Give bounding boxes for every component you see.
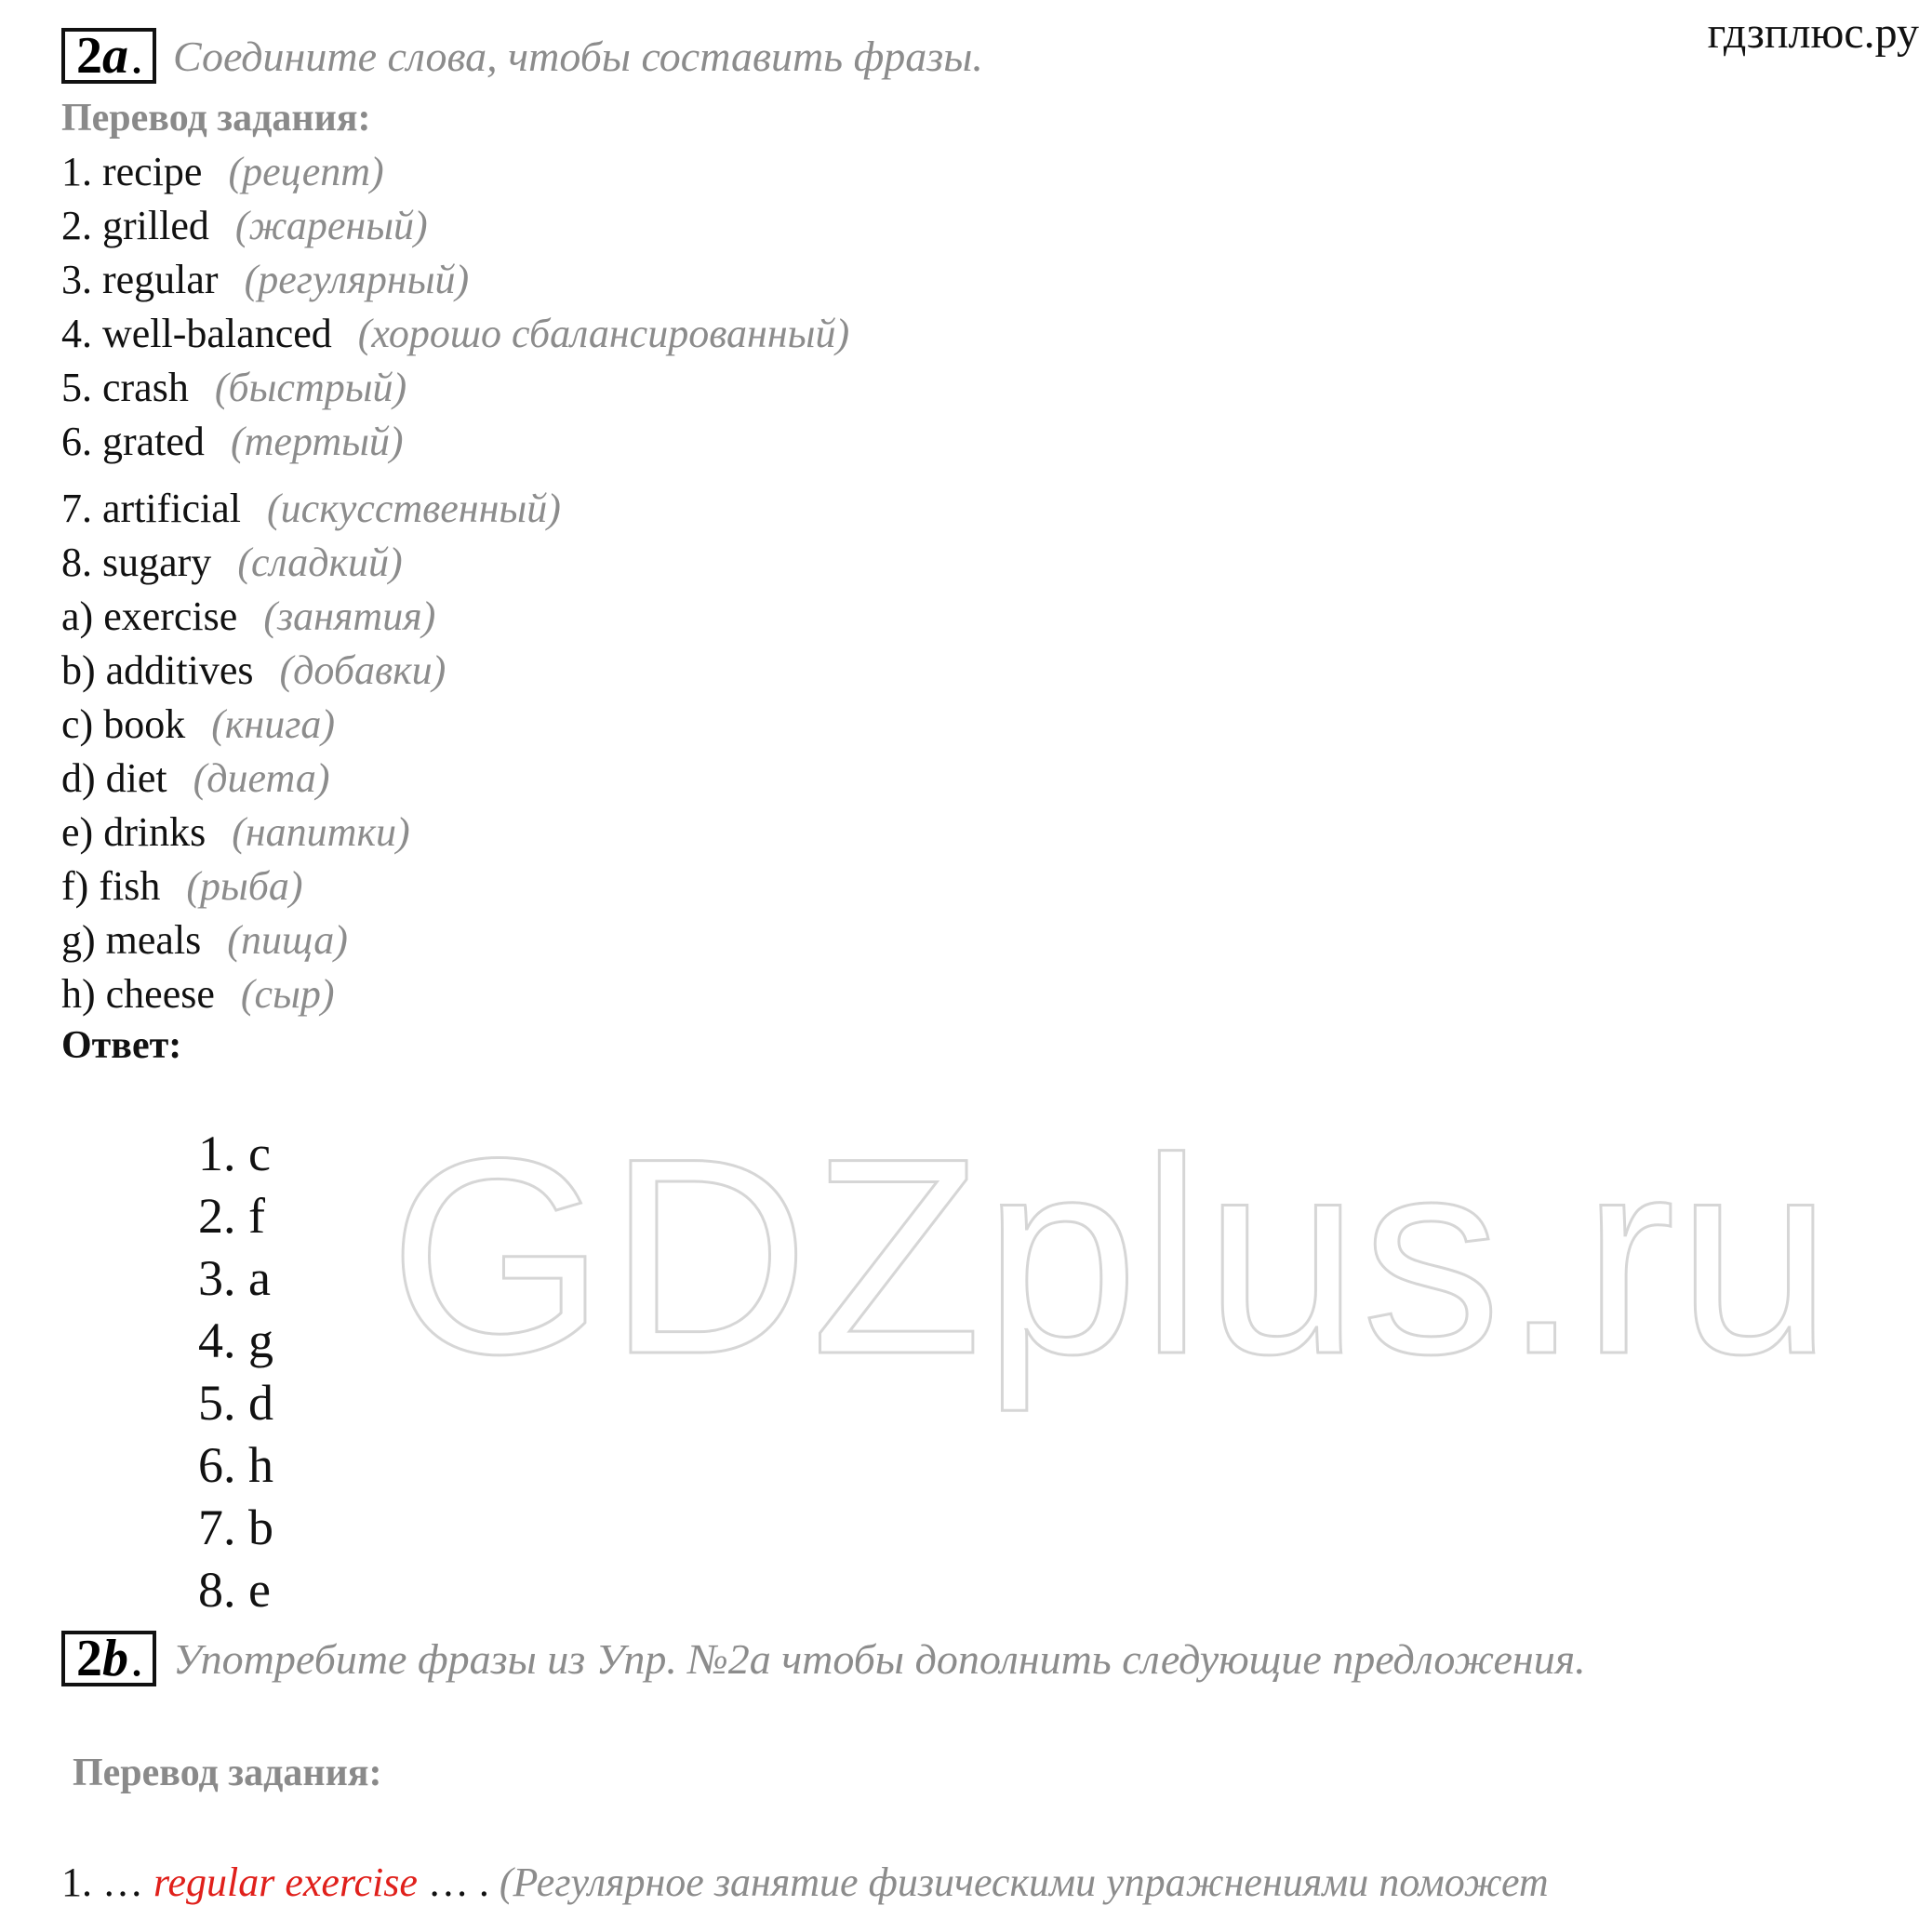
english-word: recipe (102, 149, 203, 194)
list-item (61, 415, 849, 469)
russian-translation: (книга) (211, 701, 336, 747)
english-word: drinks (103, 809, 207, 855)
answer-letter: c (248, 1126, 271, 1181)
russian-translation: (сладкий) (237, 540, 403, 585)
item-marker: c) (61, 701, 94, 747)
answer-letter: g (248, 1313, 273, 1368)
english-word: book (103, 701, 186, 747)
answer-letter: e (248, 1562, 271, 1618)
answer-number: 3. (198, 1250, 236, 1306)
example-translation: (Регулярное занятие физическими упражнениями поможет (499, 1859, 1549, 1905)
list-item (61, 967, 849, 1021)
item-marker: b) (61, 647, 96, 693)
answer-number: 8. (198, 1562, 236, 1618)
task-number: 2 (76, 1630, 102, 1687)
answer-item (198, 1497, 273, 1559)
russian-translation: (жареный) (234, 203, 428, 248)
english-word: artificial (102, 486, 242, 531)
task-letter: a (102, 27, 128, 85)
task-dot: . (130, 27, 143, 85)
task-2a-number-box (61, 28, 156, 84)
answer-list (198, 1123, 273, 1621)
list-item (61, 806, 849, 860)
russian-translation: (регулярный) (244, 257, 470, 302)
task-dot: . (130, 1630, 143, 1687)
list-item (61, 698, 849, 752)
example-prefix: 1. … (61, 1859, 153, 1905)
russian-translation: (хорошо сбалансированный) (357, 311, 850, 356)
watermark: GDZplus.ru (389, 1100, 1834, 1412)
english-word: well-balanced (102, 311, 332, 356)
english-word: diet (105, 755, 167, 801)
example-middle: … . (417, 1859, 500, 1905)
answer-letter: h (248, 1437, 273, 1493)
english-word: crash (102, 365, 189, 410)
item-marker: 3. (61, 257, 92, 302)
task-letter: b (102, 1630, 128, 1687)
answer-item (198, 1123, 273, 1185)
answer-letter: f (248, 1188, 265, 1244)
russian-translation: (сыр) (240, 971, 335, 1017)
english-word: regular (102, 257, 219, 302)
item-marker: 4. (61, 311, 92, 356)
english-word: sugary (102, 540, 212, 585)
translation-heading-b: Перевод задания: (73, 1752, 382, 1794)
english-word: additives (105, 647, 254, 693)
list-item (61, 307, 849, 361)
answer-letter: d (248, 1375, 273, 1431)
russian-translation: (пища) (227, 917, 348, 963)
answer-item (198, 1247, 273, 1310)
task-number: 2 (76, 27, 102, 85)
russian-translation: (рыба) (186, 863, 303, 909)
task-2b-instruction: Употребите фразы из Упр. №2а чтобы дополнить следующие предложения. (173, 1634, 1586, 1683)
site-label: гдзплюс.ру (1707, 8, 1919, 58)
answer-number: 6. (198, 1437, 236, 1493)
item-marker: 5. (61, 365, 92, 410)
english-word: exercise (103, 593, 238, 639)
item-marker: 6. (61, 419, 92, 464)
list-item (61, 860, 849, 913)
russian-translation: (добавки) (279, 647, 446, 693)
answer-item (198, 1372, 273, 1434)
item-marker: 2. (61, 203, 92, 248)
example-sentence (61, 1859, 1549, 1906)
item-marker: 1. (61, 149, 92, 194)
russian-translation: (искусственный) (267, 486, 561, 531)
answer-number: 5. (198, 1375, 236, 1431)
english-word: fish (99, 863, 161, 909)
list-item (61, 361, 849, 415)
russian-translation: (диета) (193, 755, 330, 801)
russian-translation: (рецепт) (228, 149, 384, 194)
list-item (61, 752, 849, 806)
list-item (61, 644, 849, 698)
answer-number: 7. (198, 1499, 236, 1555)
task-2a-header (61, 28, 983, 84)
list-item (61, 253, 849, 307)
answer-letter: a (248, 1250, 271, 1306)
answer-item (198, 1310, 273, 1372)
russian-translation: (тертый) (230, 419, 404, 464)
item-marker: 8. (61, 540, 92, 585)
translation-heading: Перевод задания: (61, 97, 371, 140)
answer-letter: b (248, 1499, 273, 1555)
russian-translation: (занятия) (263, 593, 436, 639)
item-marker: 7. (61, 486, 92, 531)
item-marker: g) (61, 917, 96, 963)
answer-number: 1. (198, 1126, 236, 1181)
english-word: grated (102, 419, 205, 464)
example-phrase: regular exercise (153, 1859, 418, 1905)
russian-translation: (напитки) (232, 809, 410, 855)
item-marker: d) (61, 755, 96, 801)
english-word: grilled (102, 203, 209, 248)
russian-translation: (быстрый) (214, 365, 407, 410)
answer-number: 4. (198, 1313, 236, 1368)
list-item (61, 145, 849, 199)
english-word: cheese (105, 971, 215, 1017)
answer-item (198, 1434, 273, 1497)
vocab-list (61, 145, 849, 1021)
list-item (61, 536, 849, 590)
task-2b-number-box (61, 1631, 156, 1686)
answer-item (198, 1559, 273, 1621)
item-marker: a) (61, 593, 94, 639)
task-2b-header (61, 1631, 1586, 1686)
english-word: meals (105, 917, 202, 963)
answer-item (198, 1185, 273, 1247)
item-marker: f) (61, 863, 89, 909)
list-item (61, 482, 849, 536)
item-marker: h) (61, 971, 96, 1017)
list-item (61, 913, 849, 967)
answer-heading: Ответ: (61, 1024, 182, 1067)
list-item (61, 199, 849, 253)
list-item (61, 590, 849, 644)
task-2a-instruction: Соедините слова, чтобы составить фразы. (173, 32, 983, 80)
answer-number: 2. (198, 1188, 236, 1244)
item-marker: e) (61, 809, 94, 855)
